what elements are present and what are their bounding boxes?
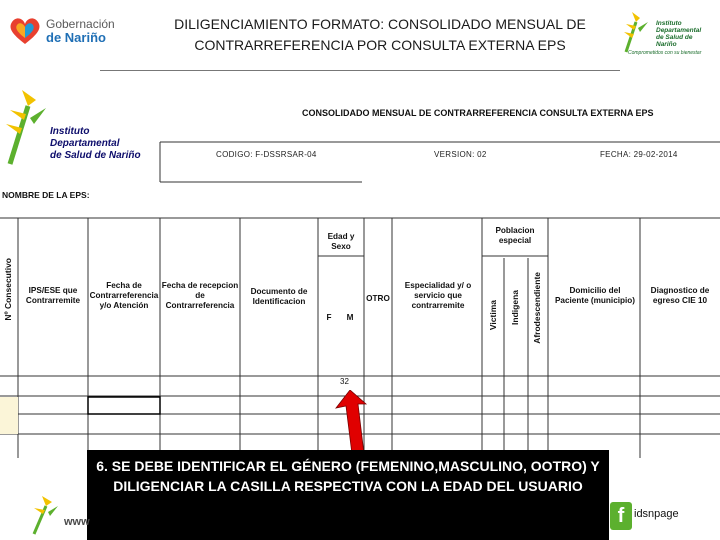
col-especialidad: Especialidad y/ o servicio que contrarremite bbox=[404, 281, 472, 310]
col-indigena: Indigena bbox=[510, 290, 520, 325]
col-edad-sexo: Edad y Sexo bbox=[327, 232, 355, 251]
col-ips: IPS/ESE que Contrarremite bbox=[25, 286, 81, 305]
form-title: CONSOLIDADO MENSUAL DE CONTRARREFERENCIA CONSULTA EXTERNA EPS bbox=[302, 108, 654, 118]
red-arrow-icon bbox=[334, 390, 374, 454]
ids-logo-line1: Instituto bbox=[656, 20, 682, 27]
wheat-logo-icon bbox=[622, 10, 656, 54]
gobernacion-line1: Gobernación bbox=[46, 17, 115, 31]
gobernacion-text bbox=[46, 18, 115, 45]
form-logo-text bbox=[50, 126, 141, 162]
col-afrodescendiente: Afrodescendiente bbox=[532, 272, 542, 344]
form-logo-line3: de Salud de Nariño bbox=[50, 150, 141, 161]
form-ids-logo bbox=[4, 88, 154, 166]
ids-logo-line3: de Salud de Nariño bbox=[656, 34, 693, 48]
gobernacion-line2: de Nariño bbox=[46, 30, 106, 45]
col-documento: Documento de Identificacion bbox=[250, 287, 308, 306]
col-poblacion-especial: Poblacion especial bbox=[495, 226, 535, 245]
gobernacion-logo bbox=[8, 14, 118, 50]
facebook-icon[interactable]: f bbox=[610, 502, 632, 530]
form-codigo: CODIGO: F-DSSRSAR-04 bbox=[216, 150, 317, 159]
eps-label: NOMBRE DE LA EPS: bbox=[2, 190, 90, 200]
col-sexo-m: M bbox=[346, 313, 354, 322]
col-consecutivo: Nº Consecutivo bbox=[3, 258, 13, 321]
form-logo-line1: Instituto bbox=[50, 126, 90, 137]
ids-logo-top bbox=[622, 10, 712, 58]
footer-ids-page[interactable]: idsnpage bbox=[634, 508, 679, 520]
col-victima: Victima bbox=[488, 300, 498, 331]
ids-logo-line2: Departamental bbox=[656, 27, 702, 34]
ids-logo-tagline: Comprometidos con su bienestar bbox=[628, 50, 702, 56]
col-fecha-contrarreferencia: Fecha de Contrarreferencia y/o Atención bbox=[89, 281, 159, 310]
title-divider bbox=[100, 70, 620, 71]
col-fecha-recepcion: Fecha de recepcion de Contrarreferencia bbox=[161, 281, 239, 310]
wheat-logo-icon bbox=[30, 496, 62, 536]
ids-logo-text bbox=[656, 20, 712, 48]
form-fecha: FECHA: 29-02-2014 bbox=[600, 150, 678, 159]
slide-title-line1: DILIGENCIAMIENTO FORMATO: CONSOLIDADO MENSUAL DE bbox=[174, 16, 586, 32]
form-logo-line2: Departamental bbox=[50, 138, 120, 149]
col-diagnostico: Diagnostico de egreso CIE 10 bbox=[650, 286, 710, 305]
footer-web-link[interactable]: www bbox=[64, 516, 90, 528]
col-otro: OTRO bbox=[366, 294, 390, 303]
form-version: VERSION: 02 bbox=[434, 150, 487, 159]
col-sexo-f: F bbox=[326, 313, 332, 322]
heart-logo-icon bbox=[8, 16, 42, 46]
slide-title bbox=[150, 14, 610, 56]
instruction-callout: 6. SE DEBE IDENTIFICAR EL GÉNERO (FEMENINO,MASCULINO, OOTRO) Y DILIGENCIAR LA CASILLA RESPECTIVA CON LA EDAD DEL USUARIO bbox=[87, 450, 609, 540]
wheat-logo-icon bbox=[4, 88, 52, 166]
sample-age-value: 32 bbox=[340, 377, 349, 386]
slide-title-line2: CONTRARREFERENCIA POR CONSULTA EXTERNA EPS bbox=[194, 37, 566, 53]
col-domicilio: Domicilio del Paciente (municipio) bbox=[554, 286, 636, 305]
